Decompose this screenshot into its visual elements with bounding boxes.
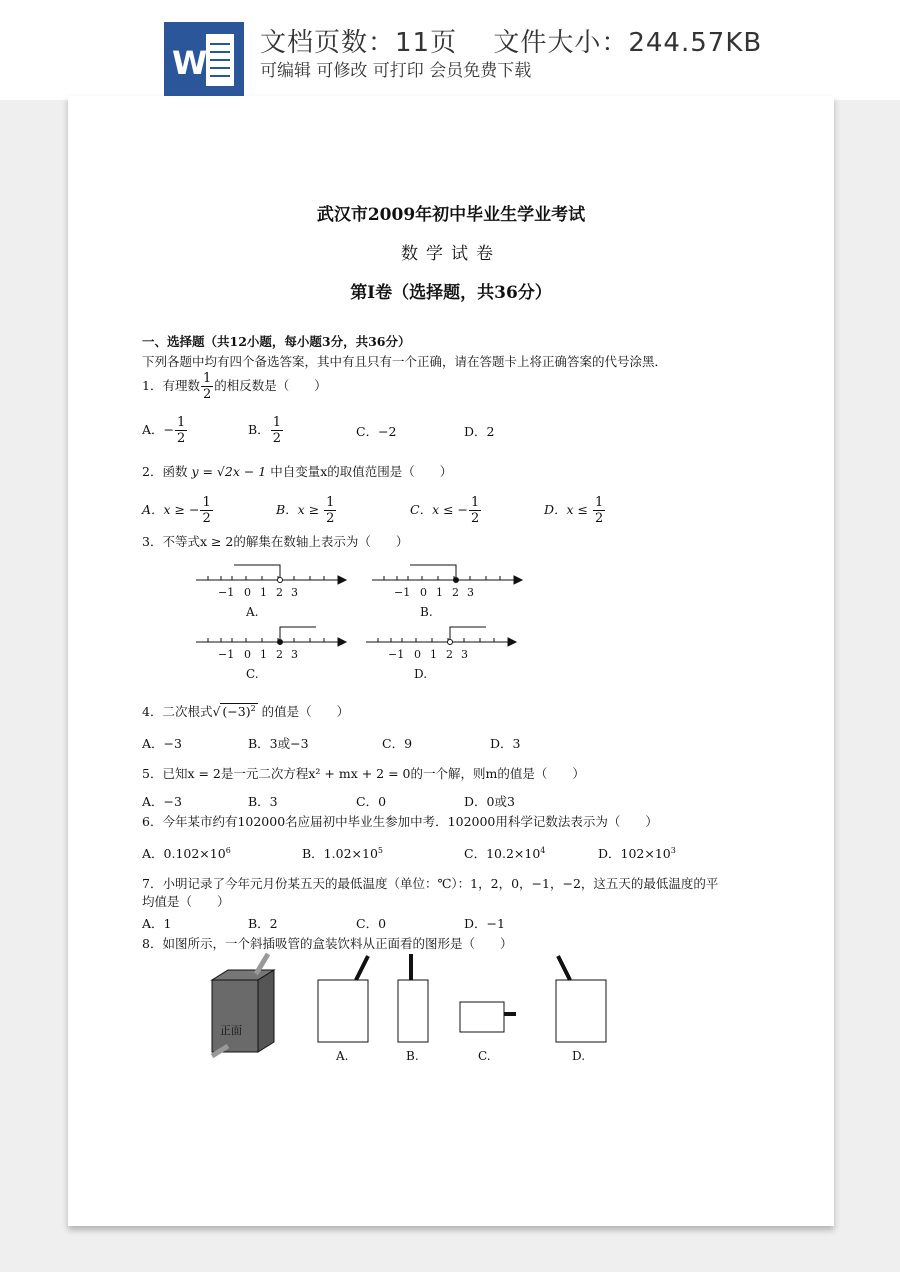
svg-text:3: 3 [291,586,298,599]
q6-option-c: C．$10.2\times 10^4$ [464,845,546,861]
q6-option-a: A．$0.102\times 10^6$ [142,845,231,861]
svg-text:3: 3 [461,648,468,661]
q4-option-a: A．−3 [142,736,182,751]
number-line-tick-labels [218,586,474,661]
number-line-c [196,627,346,646]
svg-text:−1: −1 [218,586,235,599]
q4-option-c: C．9 [382,736,413,751]
q6-option-d: D．$102\times 10^3$ [598,845,676,861]
q5-option-b: B．3 [248,794,278,809]
svg-text:1: 1 [436,586,443,599]
fraction: $\frac{1}{2}$ [202,371,212,402]
question-2: 2．函数 y = √2x − 1 中自变量x的取值范围是（ ） [142,464,453,479]
number-line-d [366,627,516,646]
q2-option-b: B．x ≥ $\frac{1}{2}$ [276,495,335,526]
view-option-b-box [398,980,428,1042]
number-line-figures [188,556,528,686]
q4-option-b: B．3或−3 [248,736,309,751]
q2-option-d: D．x ≤ $\frac{1}{2}$ [544,495,604,526]
drink-box-figures [198,950,628,1072]
question-8: 8．如图所示，一个斜插吸管的盒装饮料从正面看的图形是（ ） [142,936,513,951]
question-3: 3．不等式x ≥ 2的解集在数轴上表示为（ ） [142,534,409,549]
front-face-label: 正面 [220,1024,242,1037]
question-4: 4．二次根式√ $(-3)^2$ 的值是（ ） [142,703,350,719]
svg-text:1: 1 [260,648,267,661]
drink-box-3d-figure [212,954,274,1056]
q5-option-d: D．0或3 [464,794,515,809]
section-heading: 一、选择题（共12小题，每小题3分，共36分） [142,334,411,349]
question-6: 6．今年某市约有102000名应届初中毕业生参加中考．102000用科学记数法表示为（ ） [142,814,658,829]
svg-text:3: 3 [291,648,298,661]
q7-option-d: D．−1 [464,916,505,931]
q1-option-c: C．−2 [356,424,397,439]
view-option-c-box [460,1002,504,1032]
q6-option-b: B．$1.02\times 10^5$ [302,845,383,861]
exam-subject: 数学试卷 [401,244,501,264]
word-doc-icon [164,22,244,98]
svg-text:2: 2 [276,648,283,661]
q7-option-c: C．0 [356,916,387,931]
svg-text:B.: B. [406,1049,419,1063]
download-banner [0,0,900,100]
svg-text:−1: −1 [388,648,405,661]
svg-text:0: 0 [414,648,421,661]
svg-text:1: 1 [430,648,437,661]
view-option-labels [335,1049,585,1063]
svg-text:0: 0 [244,648,251,661]
q1-option-a: A．− $\frac{1}{2}$ [142,415,186,446]
question-5: 5．已知x = 2是一元二次方程x² + mx + 2 = 0的一个解，则m的值是（ ） [142,766,585,781]
svg-text:D.: D. [572,1049,586,1063]
file-info-title: 文档页数：11页 文件大小：244.57KB [260,28,763,58]
word-icon-letter: W [172,44,208,82]
q5-option-c: C．0 [356,794,387,809]
question-7-line-1: 7．小明记录了今年元月份某五天的最低温度（单位：℃）：1，2，0，−1，−2，这五天的最低温度的平 [142,876,719,891]
svg-text:3: 3 [467,586,474,599]
view-option-d-box [556,980,606,1042]
file-info-subtitle: 可编辑 可修改 可打印 会员免费下载 [260,61,532,81]
exam-title: 武汉市2009年初中毕业生学业考试 [316,205,586,225]
svg-text:C.: C. [478,1049,491,1063]
number-line-a [196,565,346,584]
svg-text:−1: −1 [218,648,235,661]
q5-option-a: A．−3 [142,794,182,809]
svg-text:0: 0 [244,586,251,599]
svg-text:1: 1 [260,586,267,599]
svg-text:A.: A. [246,605,259,619]
svg-text:B.: B. [420,605,433,619]
q1-option-d: D．2 [464,424,495,439]
svg-text:2: 2 [452,586,459,599]
question-7-line-2: 均值是（ ） [142,894,230,909]
svg-text:2: 2 [276,586,283,599]
view-options [318,954,606,1042]
q2-option-a: A．x ≥ − $\frac{1}{2}$ [142,495,211,526]
q4-option-d: D．3 [490,736,521,751]
svg-text:−1: −1 [394,586,411,599]
q7-option-a: A．1 [142,916,172,931]
svg-text:C.: C. [246,667,259,681]
question-1: 1．有理数 $\frac{1}{2}$ 的相反数是（ ） [142,371,327,402]
svg-text:A.: A. [336,1049,349,1063]
q2-option-c: C．x ≤ − $\frac{1}{2}$ [410,495,480,526]
svg-text:2: 2 [446,648,453,661]
svg-text:0: 0 [420,586,427,599]
q7-option-b: B．2 [248,916,278,931]
exam-part-title: 第Ⅰ卷（选择题，共36分） [350,283,552,303]
number-line-b [372,565,522,584]
q1-option-b: B． $\frac{1}{2}$ [248,415,281,446]
svg-text:D.: D. [414,667,428,681]
view-option-a-box [318,980,368,1042]
section-note: 下列各题中均有四个备选答案，其中有且只有一个正确，请在答题卡上将正确答案的代号涂黑． [142,354,668,369]
document-page [68,96,834,1226]
